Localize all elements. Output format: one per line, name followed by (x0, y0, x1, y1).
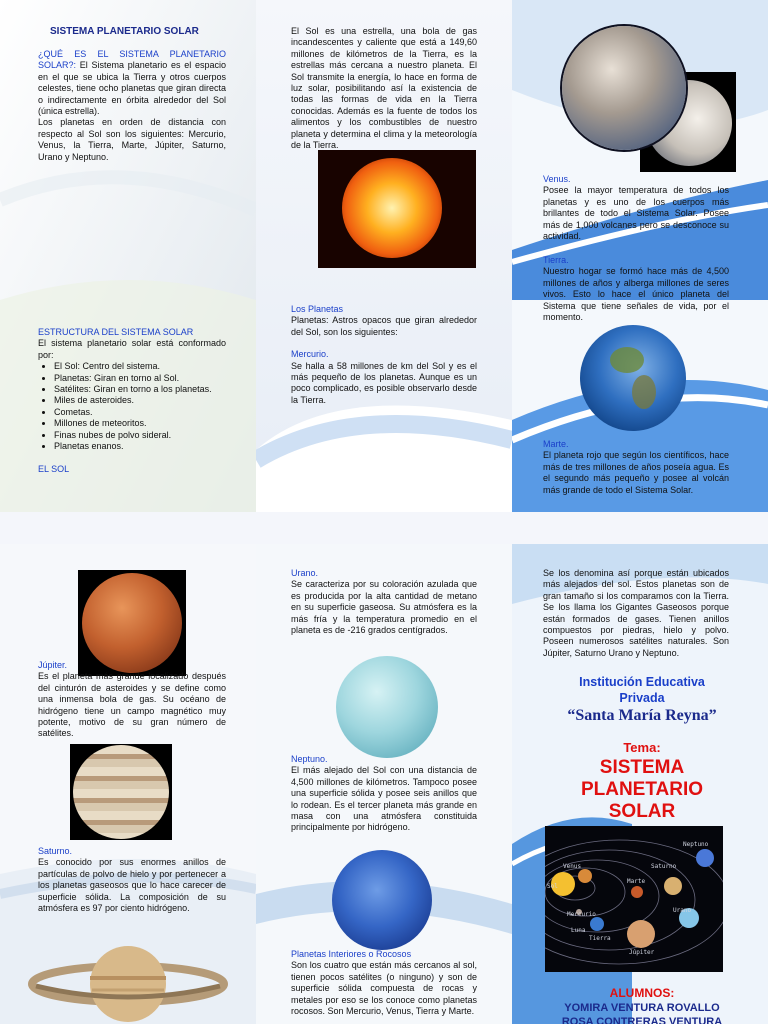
planets-heading: Los Planetas (291, 304, 344, 314)
jupiter-section (38, 660, 226, 740)
list-item: • Finas nubes de polvo sideral. (54, 430, 226, 441)
diagram-label-venus: Venus (563, 863, 582, 870)
jupiter-heading: Júpiter. (38, 660, 68, 670)
earth-text: Nuestro hogar se formó hace más de 4,500 millones de años y alberga millones de seres vivos. Esto lo hace el único planeta del Sistema que tiene señales de vida, por el momento. (543, 266, 729, 323)
list-item: • Planetas: Giran en torno al Sol. (54, 373, 226, 384)
panel-sun (256, 0, 512, 512)
brochure-title: SISTEMA PLANETARIO SOLAR (50, 26, 199, 37)
jupiter-icon (73, 745, 169, 839)
panel-intro (0, 0, 256, 512)
jupiter-image (70, 744, 172, 840)
diagram-label-uranus: Urano (673, 907, 692, 914)
list-item: • Miles de asteroides. (54, 395, 226, 406)
mars-text: El planeta rojo que según los científicos, hace más de tres millones de años poseía agua. Es el segundo más pequeño y posee al volcán más grande de todo el Sistema Solar. (543, 450, 729, 495)
students-label: ALUMNOS: (609, 986, 675, 1000)
what-is-heading: ¿QUÉ ES EL SISTEMA PLANETARIO SOLAR?: (38, 49, 226, 71)
structure-list (38, 361, 226, 452)
structure-intro: El sistema planetario solar está conformado por: (38, 338, 226, 360)
rocky-planets-text: Son los cuatro que están más cercanos al sol, tienen pocos satélites (o ninguno) y son de superficie sólida compuesta de rocas y metales por eso se los conoce como planetas rocosos. Son Mercurio, Venus, Tierra y Marte. (291, 960, 477, 1017)
panel-cover (512, 544, 768, 1024)
uranus-text: Se caracteriza por su coloración azulada que es producida por la alta cantidad de metano en su superficie gaseosa. Su atmósfera es la más fría y la temperatura promedio en el planeta es de -216 grados centígrados. (291, 579, 477, 636)
sun-icon (342, 158, 442, 258)
list-item: • Millones de meteoritos. (54, 418, 226, 429)
sun-image (318, 150, 476, 268)
mercury-text: Se halla a 58 millones de km del Sol y es el más pequeño de los planetas. Aunque es un poco complicado, es posible observarlo desde la Tierra. (291, 360, 477, 405)
solar-system-diagram (545, 826, 723, 972)
earth-icon (580, 325, 686, 431)
mercury-heading: Mercurio. (291, 349, 329, 360)
student-1: YOMIRA VENTURA ROVALLO (564, 1002, 720, 1014)
neptune-section (291, 754, 477, 834)
mars-icon (82, 573, 182, 673)
saturn-text: Es conocido por sus enormes anillos de partículas de polvo de hielo y por pertenecer a los planetas gaseosos que lo hace carecer de superficie sólida. La composición de su atmósfera es 97 por ciento hidrógeno. (38, 857, 226, 914)
what-is-text: El Sistema planetario es el espacio en el que se ubica la Tierra y otros cuerpos celestes, tiene ocho planetas que giran directa o indirectamente en órbita alrededor del Sol (única estrella). (38, 60, 226, 117)
panel-gas-planets (0, 544, 256, 1024)
list-item: • El Sol: Centro del sistema. (54, 361, 226, 372)
diagram-label-mercury: Mercurio (567, 911, 596, 918)
diagram-label-jupiter: Júpiter (629, 949, 655, 956)
mars-section (543, 439, 729, 496)
diagram-label-neptune: Neptuno (683, 841, 709, 848)
uranus-section (291, 568, 477, 636)
planet-order-text: Los planetas en orden de distancia con respecto al Sol son los siguientes: Mercurio, Venus, la Tierra, Marte, Júpiter, Saturno, Urano y Neptuno. (38, 117, 226, 162)
institution-line-2: Privada (619, 691, 665, 705)
list-item: • Planetas enanos. (54, 441, 226, 452)
diagram-label-moon: Luna (571, 927, 586, 934)
planets-text: Planetas: Astros opacos que giran alrededor del Sol, son los siguientes: (291, 315, 477, 337)
panel-outer-planets (256, 544, 512, 1024)
saturn-section (38, 846, 226, 914)
rocky-planets-section (291, 949, 477, 1017)
student-2: ROSA CONTRERAS VENTURA (561, 1016, 723, 1024)
topic-line-3: SOLAR (608, 801, 676, 822)
institution-line-1: Institución Educativa (579, 675, 705, 689)
diagram-label-saturn: Saturno (651, 863, 677, 870)
topic-line-2: PLANETARIO (580, 779, 704, 800)
gas-giants-text: Se los denomina así porque están ubicados más alejados del sol. Estos planetas son de gran tamaño si los comparamos con la Tierra. Se los llama los Gigantes Gaseosos porque están formados de gases. Tienen anillos compuestos por piedras, hielo y polvo. Poseen numerosos satélites naturales. Son Júpiter, Saturno Urano y Neptuno. (543, 568, 729, 658)
mercury-icon (562, 26, 686, 150)
saturn-icon (28, 944, 228, 1024)
panel-inner-planets (512, 0, 768, 512)
list-item: • Satélites: Giran en torno a los planetas. (54, 384, 226, 395)
uranus-heading: Urano. (291, 568, 319, 578)
jupiter-text: Es el planeta más grande localizado después del cinturón de asteroides y se define como una inmensa bola de gas. Su océano de hidrógeno tiene un campo magnético muy potente, motivo de su gran número de satélites. (38, 671, 226, 739)
venus-section (543, 174, 729, 242)
earth-heading: Tierra. (543, 255, 569, 265)
diagram-label-earth: Tierra (589, 935, 611, 942)
neptune-heading: Neptuno. (291, 754, 328, 764)
venus-heading: Venus. (543, 174, 571, 184)
topic-title (522, 757, 762, 823)
earth-section (543, 255, 729, 323)
rocky-planets-heading: Planetas Interiores o Rocosos (291, 949, 412, 959)
what-is-section (38, 49, 226, 163)
topic-line-1: SISTEMA (599, 757, 685, 778)
structure-section (38, 327, 226, 476)
uranus-icon (336, 656, 438, 758)
neptune-icon (332, 850, 432, 950)
mars-heading: Marte. (543, 439, 569, 449)
diagram-label-sun: Sol (547, 883, 558, 890)
list-item: • Cometas. (54, 407, 226, 418)
structure-heading: ESTRUCTURA DEL SISTEMA SOLAR (38, 327, 194, 337)
neptune-text: El más alejado del Sol con una distancia de 4,500 millones de kilómetros. Tampoco posee una superficie sólida y posee seis anillos que lo rodean. Es el tercer planeta más grande en masa con una atmósfera constituida principalmente por hidrógeno. (291, 765, 477, 833)
fold-gap (0, 512, 768, 544)
institution-name (532, 674, 752, 706)
diagram-label-mars: Marte (627, 878, 646, 885)
planets-section (291, 304, 477, 406)
sol-heading: EL SOL (38, 464, 70, 475)
venus-text: Posee la mayor temperatura de todos los planetas y es uno de los cuerpos más brillantes de todo el Sistema Solar. Posee más de 1,000 volcanes pero se desconoce su actividad. (543, 185, 729, 242)
school-name: “Santa María Reyna” (567, 707, 717, 724)
saturn-heading: Saturno. (38, 846, 73, 856)
topic-label: Tema: (623, 740, 661, 755)
sun-description: El Sol es una estrella, una bola de gas incandescentes y caliente que está a 149,60 millones de kilómetros de la Tierra, es la estrellas más cercana a nuestro planeta. El Sol transmite la energía, lo hace en forma de luz solar, posibilitando así la existencia de todas las formas de vida en la Tierra conocidas. Además es la fuente de todos los alimentos y los combustibles de nuestro planeta y determina el clima y la meteorología de la Tierra. (291, 26, 477, 151)
